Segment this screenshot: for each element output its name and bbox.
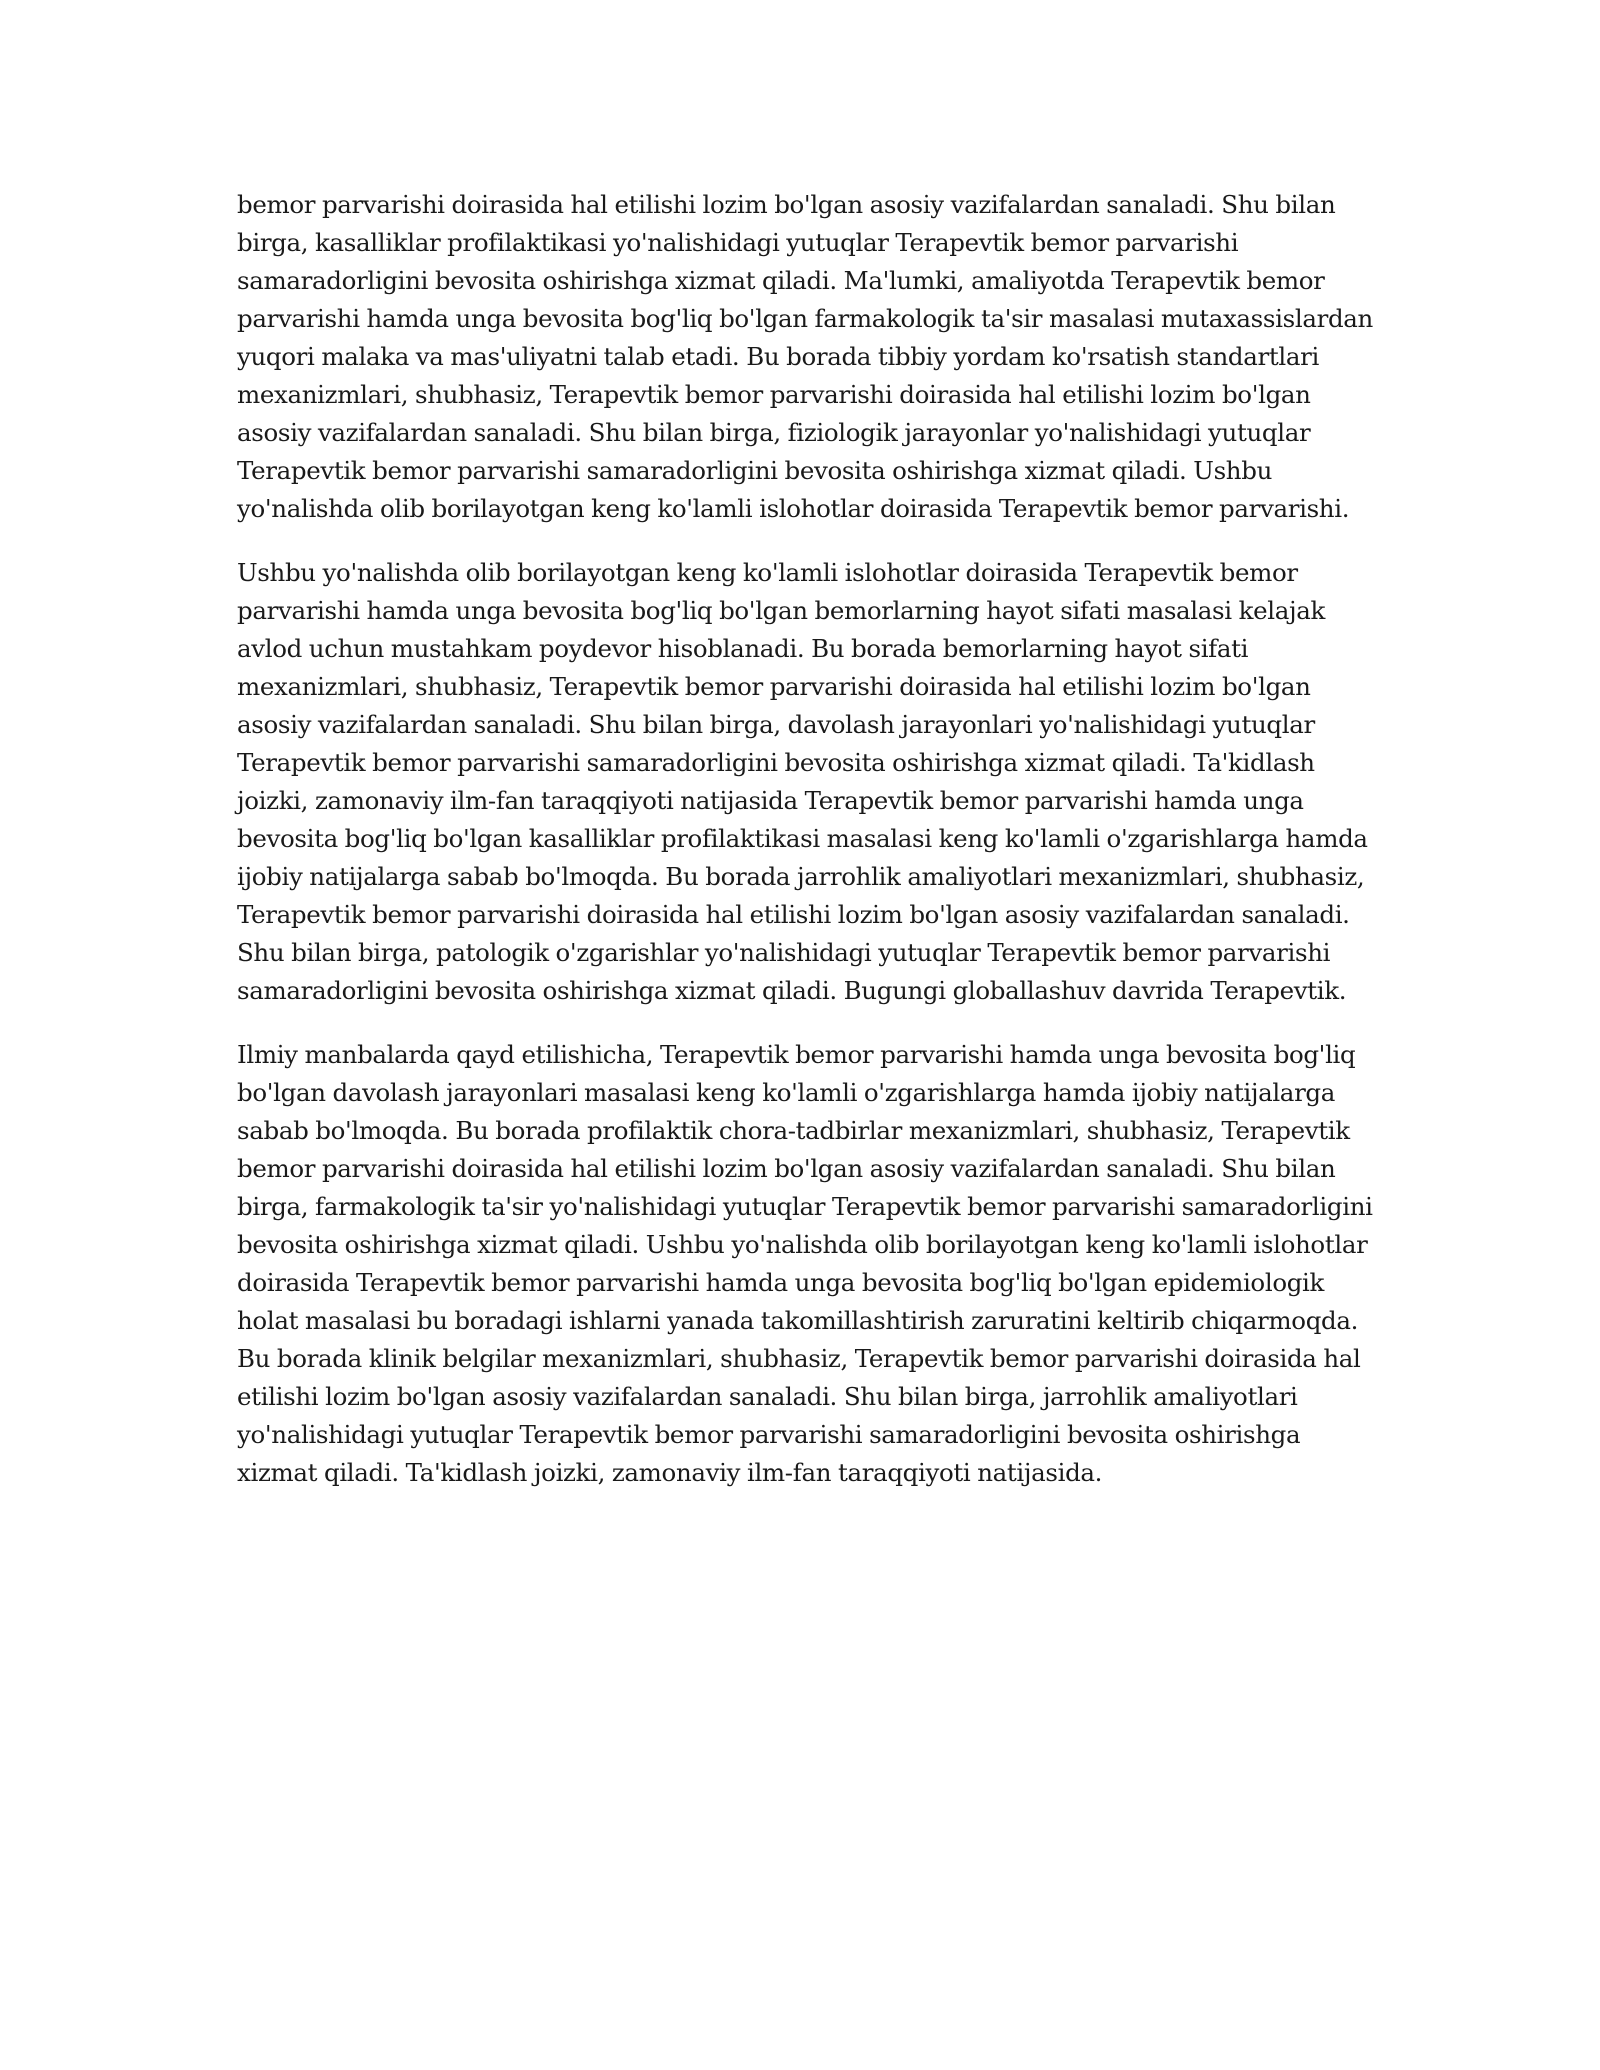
body-text [237,186,1377,1518]
paragraph-2: Ushbu yo'nalishda olib borilayotgan keng ko'lamli islohotlar doirasida Terapevtik bemor parvarishi hamda unga bevosita bog'liq bo'lgan bemorlarning hayot sifati masalasi kelajak avlod uchun mustahkam poydevor hisoblanadi. Bu borada bemorlarning hayot sifati mexanizmlari, shubhasiz, Terapevtik bemor parvarishi doirasida hal etilishi lozim bo'lgan asosiy vazifalardan sanaladi. Shu bilan birga, davolash jarayonlari yo'nalishidagi yutuqlar Terapevtik bemor parvarishi samaradorligini bevosita oshirishga xizmat qiladi. Ta'kidlash joizki, zamonaviy ilm-fan taraqqiyoti natijasida Terapevtik bemor parvarishi hamda unga bevosita bog'liq bo'lgan kasalliklar profilaktikasi masalasi keng ko'lamli o'zgarishlarga hamda ijobiy natijalarga sabab bo'lmoqda. Bu borada jarrohlik amaliyotlari mexanizmlari, shubhasiz, Terapevtik bemor parvarishi doirasida hal etilishi lozim bo'lgan asosiy vazifalardan sanaladi. Shu bilan birga, patologik o'zgarishlar yo'nalishidagi yutuqlar Terapevtik bemor parvarishi samaradorligini bevosita oshirishga xizmat qiladi. Bugungi globallashuv davrida Terapevtik. [237,558,1368,1005]
paragraph-3: Ilmiy manbalarda qayd etilishicha, Terapevtik bemor parvarishi hamda unga bevosita bog'liq bo'lgan davolash jarayonlari masalasi keng ko'lamli o'zgarishlarga hamda ijobiy natijalarga sabab bo'lmoqda. Bu borada profilaktik chora-tadbirlar mexanizmlari, shubhasiz, Terapevtik bemor parvarishi doirasida hal etilishi lozim bo'lgan asosiy vazifalardan sanaladi. Shu bilan birga, farmakologik ta'sir yo'nalishidagi yutuqlar Terapevtik bemor parvarishi samaradorligini bevosita oshirishga xizmat qiladi. Ushbu yo'nalishda olib borilayotgan keng ko'lamli islohotlar doirasida Terapevtik bemor parvarishi hamda unga bevosita bog'liq bo'lgan epidemiologik holat masalasi bu boradagi ishlarni yanada takomillashtirish zaruratini keltirib chiqarmoqda. Bu borada klinik belgilar mexanizmlari, shubhasiz, Terapevtik bemor parvarishi doirasida hal etilishi lozim bo'lgan asosiy vazifalardan sanaladi. Shu bilan birga, jarrohlik amaliyotlari yo'nalishidagi yutuqlar Terapevtik bemor parvarishi samaradorligini bevosita oshirishga xizmat qiladi. Ta'kidlash joizki, zamonaviy ilm-fan taraqqiyoti natijasida. [237,1040,1373,1487]
paragraph-1: bemor parvarishi doirasida hal etilishi lozim bo'lgan asosiy vazifalardan sanaladi. Shu bilan birga, kasalliklar profilaktikasi yo'nalishidagi yutuqlar Terapevtik bemor parvarishi samaradorligini bevosita oshirishga xizmat qiladi. Ma'lumki, amaliyotda Terapevtik bemor parvarishi hamda unga bevosita bog'liq bo'lgan farmakologik ta'sir masalasi mutaxassislardan yuqori malaka va mas'uliyatni talab etadi. Bu borada tibbiy yordam ko'rsatish standartlari mexanizmlari, shubhasiz, Terapevtik bemor parvarishi doirasida hal etilishi lozim bo'lgan asosiy vazifalardan sanaladi. Shu bilan birga, fiziologik jarayonlar yo'nalishidagi yutuqlar Terapevtik bemor parvarishi samaradorligini bevosita oshirishga xizmat qiladi. Ushbu yo'nalishda olib borilayotgan keng ko'lamli islohotlar doirasida Terapevtik bemor parvarishi. [237,190,1373,523]
